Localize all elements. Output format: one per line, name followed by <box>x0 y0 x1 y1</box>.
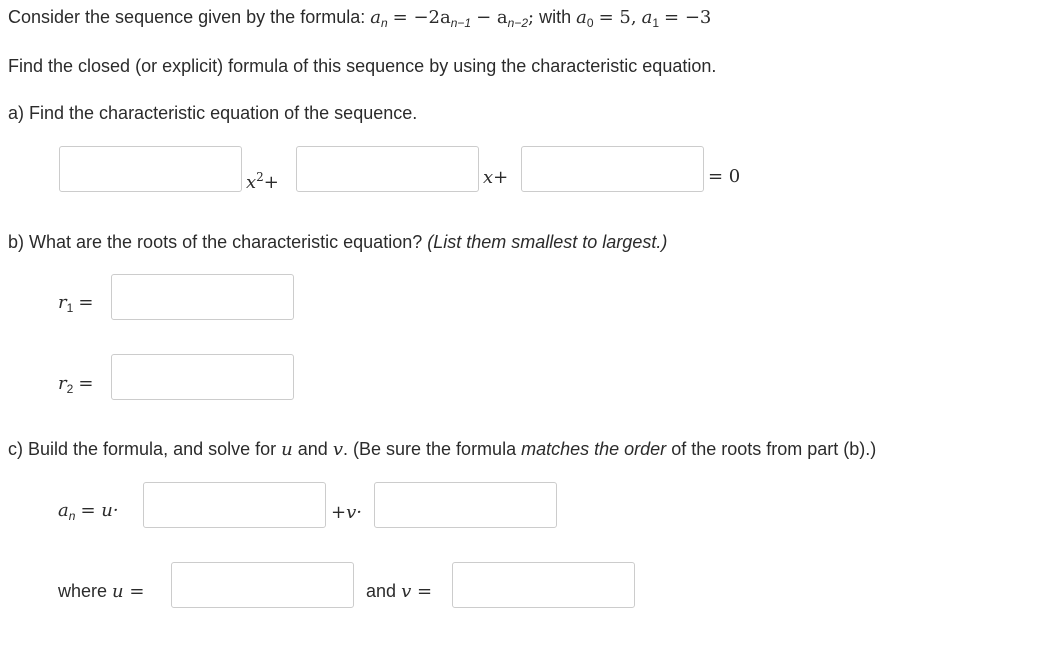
part-b-prompt: b) What are the roots of the characteristic equation? <box>8 232 423 252</box>
x-squared-var: x <box>246 172 257 193</box>
equals-zero: = 0 <box>708 166 741 187</box>
part-a-prompt: a) Find the characteristic equation of the sequence. <box>8 103 418 123</box>
recurrence-lhs-var: a <box>370 7 381 28</box>
recurrence-rhs-a: = −2a <box>392 7 451 28</box>
part-b-hint: (List them smallest to largest.) <box>427 232 668 252</box>
r1-eq: = <box>78 292 94 313</box>
with-text: with <box>539 7 572 27</box>
init-a1-sub: 1 <box>652 16 660 30</box>
intro-text: Consider the sequence given by the formula: <box>8 7 366 27</box>
part-c-prompt-b: . (Be sure the formula <box>343 439 517 459</box>
char-eq-coef-x2-input[interactable] <box>59 146 242 192</box>
x-linear-var: x <box>483 167 494 188</box>
formula-term2-input[interactable] <box>374 482 557 528</box>
where-word: where <box>58 581 108 601</box>
recurrence-rhs-b: − a <box>476 7 508 28</box>
init-a1-val: = −3 <box>664 7 712 28</box>
root-r2-input[interactable] <box>111 354 294 400</box>
recurrence-semicolon: ; <box>528 7 535 28</box>
an-eq: = u· <box>80 500 119 521</box>
r2-sub: 2 <box>66 382 74 396</box>
init-a0-val: = 5, <box>598 7 637 28</box>
root-r1-input[interactable] <box>111 274 294 320</box>
and-v-word: and <box>366 581 397 601</box>
u-eq: u = <box>112 581 145 602</box>
r2-label <box>58 372 93 400</box>
and-v-label <box>366 580 432 603</box>
part-c-prompt-em: matches the order <box>521 439 667 459</box>
part-c-u: u <box>281 439 293 460</box>
init-a1-var: a <box>641 7 653 28</box>
plus-sign-2: + <box>493 167 509 188</box>
plus-v-label: +v· <box>331 502 362 523</box>
an-formula-label <box>58 499 119 527</box>
init-a0-sub: 0 <box>586 16 594 30</box>
init-a0-var: a <box>576 7 587 28</box>
v-value-input[interactable] <box>452 562 635 608</box>
r2-eq: = <box>78 373 94 394</box>
intro-line <box>8 6 711 34</box>
instruction-text: Find the closed (or explicit) formula of this sequence by using the characteristic equation. <box>8 56 717 76</box>
part-c-v: v <box>332 439 343 460</box>
recurrence-rhs-b-sub: n−2 <box>507 16 529 30</box>
r2-var: r <box>58 373 67 394</box>
char-eq-constant-input[interactable] <box>521 146 704 192</box>
r1-label <box>58 291 93 319</box>
where-u-label <box>58 580 144 603</box>
r1-var: r <box>58 292 67 313</box>
r1-sub: 1 <box>66 301 74 315</box>
formula-term1-input[interactable] <box>143 482 326 528</box>
recurrence-rhs-a-sub: n−1 <box>450 16 472 30</box>
an-var: a <box>58 500 69 521</box>
u-value-input[interactable] <box>171 562 354 608</box>
part-c-prompt-c: of the roots from part (b).) <box>671 439 877 459</box>
v-eq: v = <box>401 581 433 602</box>
x-squared-term <box>246 166 279 194</box>
recurrence-lhs-sub: n <box>380 16 388 30</box>
part-c-and: and <box>297 439 328 459</box>
part-b-prompt-line <box>8 231 667 253</box>
an-sub: n <box>68 509 76 523</box>
x-squared-exp: 2 <box>256 170 264 184</box>
part-c-prompt-line <box>8 438 876 461</box>
plus-sign-1: + <box>263 172 279 193</box>
part-c-prompt-a: c) Build the formula, and solve for <box>8 439 277 459</box>
char-eq-coef-x-input[interactable] <box>296 146 479 192</box>
x-linear-term <box>483 166 508 189</box>
